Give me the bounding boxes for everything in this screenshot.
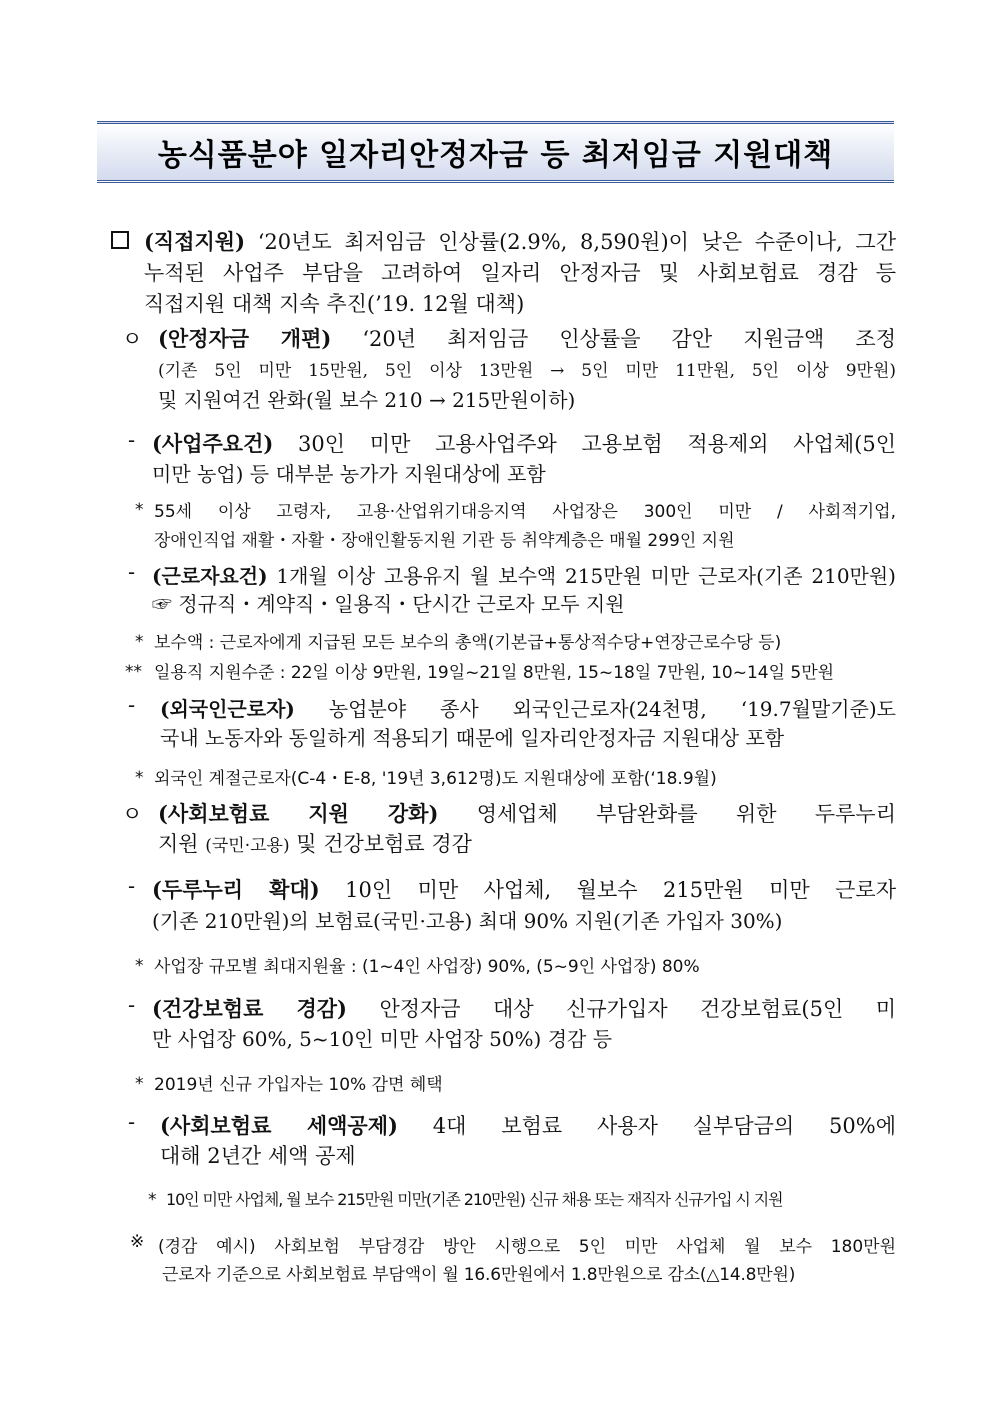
sec6-head: (사회보험료 지원 강화) <box>158 801 439 826</box>
sec4-head: (근로자요건) <box>152 564 268 588</box>
sec9-note: 10인 미만 사업체, 월 보수 215만원 미만(기존 210만원) 신규 채용 또는 재직자 신규가입 시 지원 <box>166 1190 783 1209</box>
sec9-line2: 대해 2년간 세액 공제 <box>160 1144 356 1168</box>
sec4-line2: ☞ 정규직・계약직・일용직・단시간 근로자 모두 지원 <box>152 592 625 616</box>
checkbox-square-icon <box>111 231 129 249</box>
sec8-dash: - <box>128 993 136 1017</box>
title-box <box>97 121 894 183</box>
sec6-line2: 지원 (국민·고용) 및 건강보험료 경감 <box>158 832 472 856</box>
sec7-note-mark: * <box>135 956 144 976</box>
sec3-dash: - <box>128 428 136 452</box>
sec5-head: (외국인근로자) <box>160 697 295 721</box>
sec1-line2: 누적된 사업주 부담을 고려하여 일자리 안정자금 및 사회보험료 경감 등 <box>144 261 896 285</box>
sec9-head: (사회보험료 세액공제) <box>160 1113 398 1138</box>
sec5-note: 외국인 계절근로자(C-4・E-8, '19년 3,612명)도 지원대상에 포함(‘18.9월) <box>154 769 717 789</box>
footer-line2: 근로자 기준으로 사회보험료 부담액이 월 16.6만원에서 1.8만원으로 감소(△14.8만원) <box>162 1265 796 1285</box>
sec3-head: (사업주요건) <box>152 431 274 456</box>
reference-mark: ※ <box>130 1232 145 1252</box>
sec2-line3: 및 지원여건 완화(월 보수 210 → 215만원이하) <box>158 388 576 412</box>
sec1-line1: (직접지원) ‘20년도 최저임금 인상률(2.9%, 8,590원)이 낮은 수준이나, 그간 <box>144 229 896 254</box>
sec3-note-line2: 장애인직업 재활・자활・장애인활동지원 기관 등 취약계층은 매월 299인 지원 <box>154 531 735 551</box>
sec7-head: (두루누리 확대) <box>152 877 320 902</box>
page-title: 농식품분야 일자리안정자금 등 최저임금 지원대책 <box>157 138 834 173</box>
sec6-line1: (사회보험료 지원 강화) 영세업체 부담완화를 위한 두루누리 <box>158 801 896 826</box>
sec5-line2: 국내 노동자와 동일하게 적용되기 때문에 일자리안정자금 지원대상 포함 <box>160 726 785 750</box>
sec4-note1: 보수액 : 근로자에게 지급된 모든 보수의 총액(기본급+통상적수당+연장근로수당 등) <box>154 633 782 653</box>
sec4-note2-mark: ** <box>125 662 142 682</box>
footer-line1: (경감 예시) 사회보험 부담경감 방안 시행으로 5인 미만 사업체 월 보수 180만원 <box>158 1237 896 1257</box>
sec3-note-mark: * <box>135 500 144 520</box>
sec3-line2: 미만 농업) 등 대부분 농가가 지원대상에 포함 <box>152 462 546 486</box>
sec2-line2: (기존 5인 미만 15만원, 5인 이상 13만원 → 5인 미만 11만원, 5인 이상 9만원) <box>158 361 896 381</box>
sec9-note-mark: * <box>148 1190 157 1210</box>
sec3-note-line1: 55세 이상 고령자, 고용·산업위기대응지역 사업장은 300인 미만 / 사회적기업, <box>154 502 896 522</box>
sec4-line1: (근로자요건) 1개월 이상 고용유지 월 보수액 215만원 미만 근로자(기존 210만원) <box>152 564 896 588</box>
sec4-note1-mark: * <box>135 632 144 652</box>
sec2-head: (안정자금 개편) <box>158 326 332 351</box>
sec2-line1: (안정자금 개편) ‘20년 최저임금 인상률을 감안 지원금액 조정 <box>158 326 896 351</box>
sec3-line1: (사업주요건) 30인 미만 고용사업주와 고용보험 적용제외 사업체(5인 <box>152 431 896 456</box>
sec8-line2: 만 사업장 60%, 5~10인 미만 사업장 50%) 경감 등 <box>152 1027 613 1051</box>
sec8-head: (건강보험료 경감) <box>152 996 347 1021</box>
sec9-line1: (사회보험료 세액공제) 4대 보험료 사용자 실부담금의 50%에 <box>160 1113 896 1138</box>
sec2-bullet-icon: ㅇ <box>122 327 143 351</box>
sec8-note: 2019년 신규 가입자는 10% 감면 혜택 <box>154 1075 443 1095</box>
sec5-dash: - <box>128 693 136 717</box>
sec8-line1: (건강보험료 경감) 안정자금 대상 신규가입자 건강보험료(5인 미 <box>152 996 897 1021</box>
sec7-line2: (기존 210만원)의 보험료(국민·고용) 최대 90% 지원(기존 가입자 30%) <box>152 909 783 933</box>
sec7-dash: - <box>128 874 136 898</box>
sec1-line3: 직접지원 대책 지속 추진(’19. 12월 대책) <box>144 292 525 316</box>
sec6-bullet-icon: ㅇ <box>122 802 143 826</box>
sec5-note-mark: * <box>135 768 144 788</box>
sec4-note2: 일용직 지원수준 : 22일 이상 9만원, 19일~21일 8만원, 15~18일 7만원, 10~14일 5만원 <box>154 663 835 683</box>
sec5-line1: (외국인근로자) 농업분야 종사 외국인근로자(24천명, ‘19.7월말기준)도 <box>160 697 896 721</box>
sec9-dash: - <box>128 1110 136 1134</box>
sec7-line1: (두루누리 확대) 10인 미만 사업체, 월보수 215만원 미만 근로자 <box>152 877 897 902</box>
sec7-note: 사업장 규모별 최대지원율 : (1~4인 사업장) 90%, (5~9인 사업장) 80% <box>154 957 700 977</box>
sec8-note-mark: * <box>135 1074 144 1094</box>
sec1-head: (직접지원) <box>144 229 246 254</box>
sec4-dash: - <box>128 560 136 584</box>
